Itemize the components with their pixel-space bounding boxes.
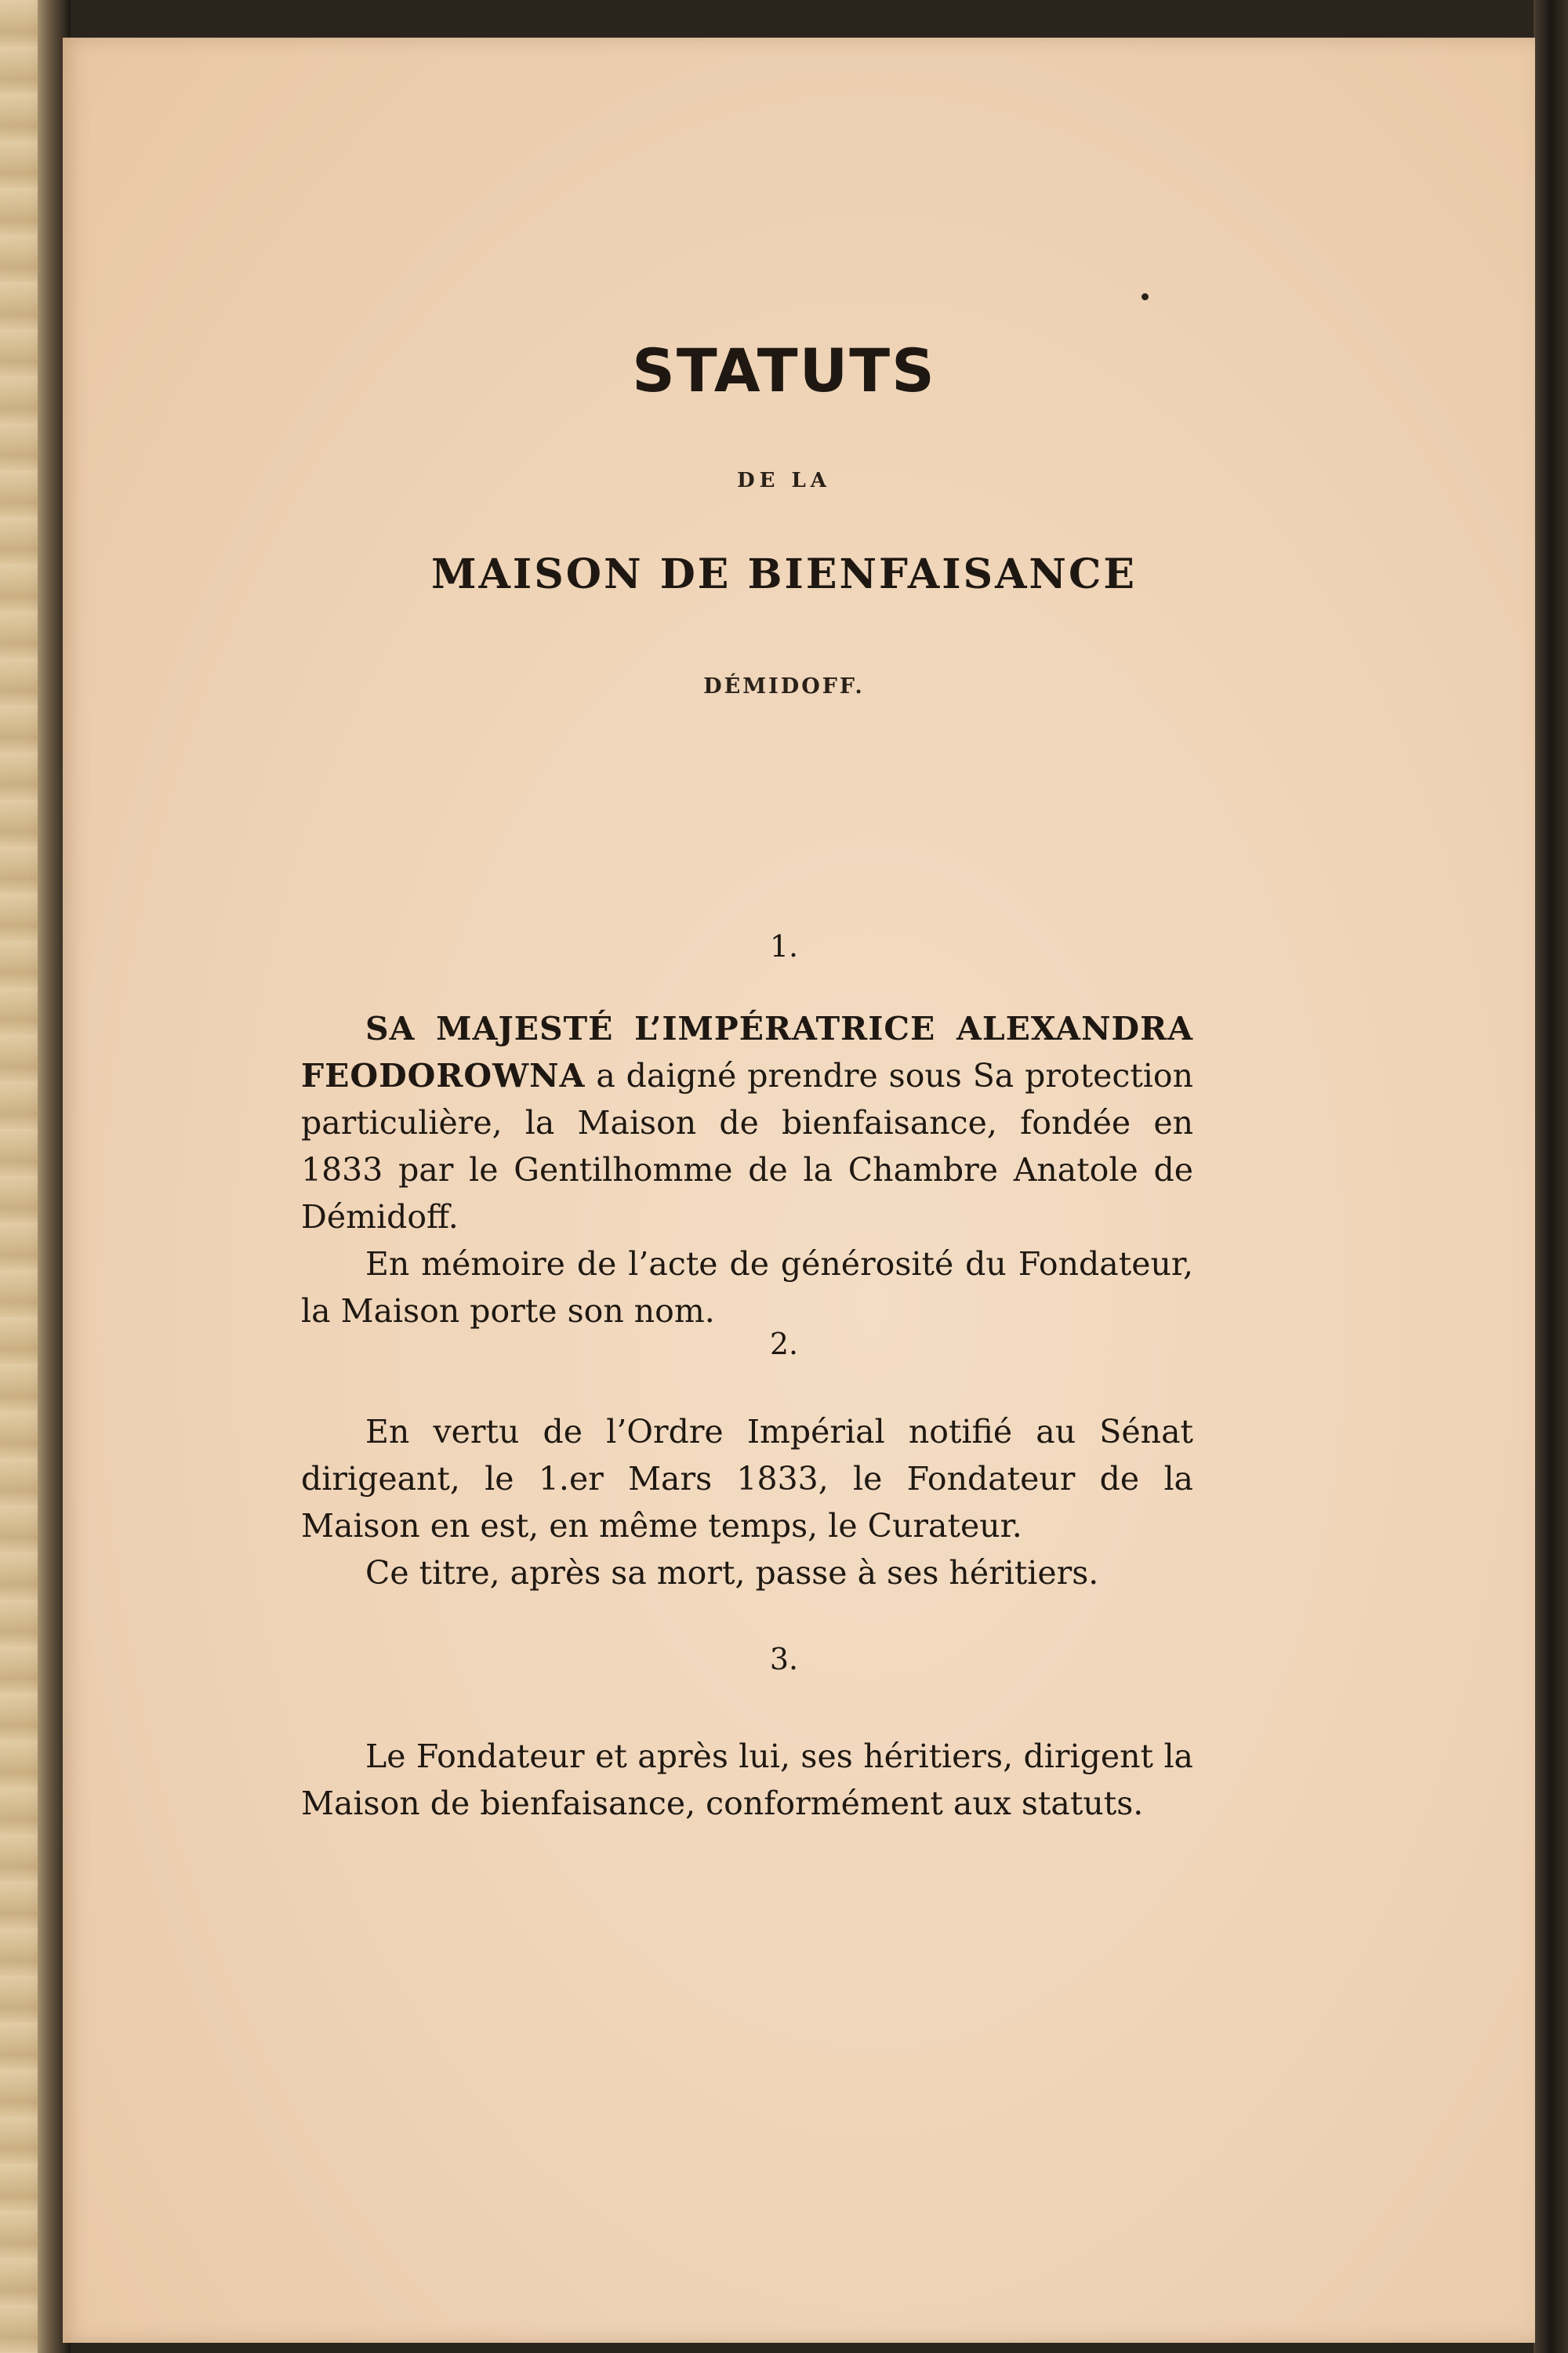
section-body (301, 1733, 1193, 1827)
paragraph-text: Ce titre, après sa mort, passe à ses héritiers. (365, 1554, 1099, 1592)
paragraph (301, 1733, 1193, 1827)
subtitle-main: MAISON DE BIENFAISANCE (431, 550, 1137, 598)
paragraph-text: Le Fondateur et après lui, ses héritiers, dirigent la Maison de bienfaisance, conformément aux statuts. (301, 1738, 1193, 1822)
section-body (301, 1005, 1193, 1334)
section-body (301, 1408, 1193, 1596)
paragraph-caps: SA MAJESTÉ L’IMPÉRATRICE ALEXANDRA FEODOROWNA (301, 1010, 1193, 1095)
paragraph-text: En vertu de l’Ordre Impérial notifié au Sénat dirigeant, le 1.er Mars 1833, le Fondateur de la Maison en est, en même temps, le Curateur. (301, 1413, 1193, 1545)
paragraph (301, 1408, 1193, 1549)
section-number: 3. (769, 1642, 799, 1676)
section-number: 1. (769, 929, 799, 964)
subtitle-name: DÉMIDOFF. (703, 674, 865, 699)
paragraph (301, 1240, 1193, 1334)
paragraph-text: En mémoire de l’acte de générosité du Fondateur, la Maison porte son nom. (301, 1245, 1193, 1330)
subtitle-small: DE LA (737, 469, 831, 492)
paragraph-text: a daigné prendre sous Sa protection particulière, la Maison de bienfaisance, fondée en 1833 par le Gentilhomme de la Chambre Anatole de Démidoff. (301, 1057, 1193, 1236)
page-title: STATUTS (632, 336, 936, 405)
paragraph (301, 1005, 1193, 1240)
ink-dot (1142, 293, 1149, 300)
paragraph (301, 1549, 1193, 1596)
section-number: 2. (769, 1327, 799, 1361)
